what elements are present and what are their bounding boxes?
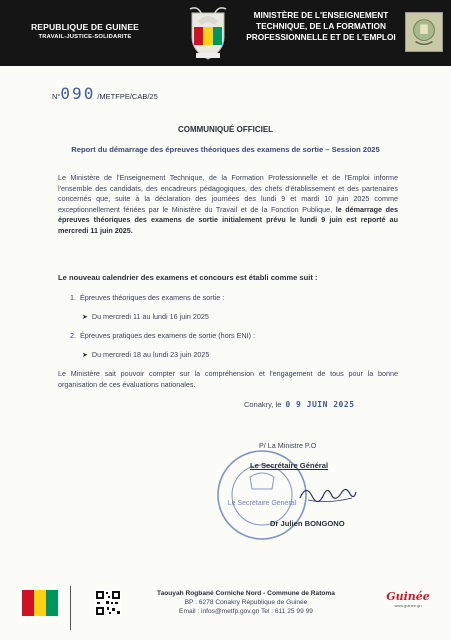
place: Conakry, le <box>244 400 282 409</box>
signatory-mention: P/ La Ministre P.O <box>259 441 317 450</box>
calendar-heading: Le nouveau calendrier des examens et concours est établi comme suit : <box>58 273 318 282</box>
qr-code-icon <box>95 590 121 616</box>
flag-green-band <box>46 590 58 616</box>
calendar-item-2-dates <box>82 350 209 359</box>
reference-number <box>52 84 158 103</box>
calendar-item-index: 2. <box>70 331 76 340</box>
document-subtitle: Report du démarrage des épreuves théoriques des examens de sortie – Session 2025 <box>71 145 380 154</box>
reference-stamp-number: 090 <box>60 84 96 103</box>
arrow-right-icon: ➤ <box>82 314 88 321</box>
date-stamp: 0 9 JUIN 2025 <box>285 400 355 409</box>
guinee-brand-logo <box>380 590 436 616</box>
reference-prefix: N° <box>52 92 61 101</box>
calendar-item-label: Épreuves pratiques des examens de sortie (hors ENI) : <box>80 331 255 340</box>
ministry-line-1: MINISTÈRE DE L'ENSEIGNEMENT <box>253 10 389 20</box>
footer-contact: Email : infos@metfp.gov.gn Tel : 611 25 99 99 <box>179 608 313 616</box>
signatory-name: Dr Julien BONGONO <box>270 519 345 528</box>
arrow-right-icon: ➤ <box>82 352 88 359</box>
guinee-brand-url: www.guinee.gn <box>394 603 422 608</box>
announcement-highlight: le démarrage des épreuves théoriques des examens de sortie initialement prévu le lundi 9 juin est reporté au mercredi 11 juin 2025. <box>58 204 398 235</box>
handwritten-signature <box>298 478 358 506</box>
ministry-line-2: TECHNIQUE, DE LA FORMATION <box>256 21 386 31</box>
place-and-date <box>244 400 355 409</box>
calendar-item-1-dates <box>82 312 209 321</box>
document-title: COMMUNIQUÉ OFFICIEL <box>177 125 274 134</box>
calendar-dates: Du mercredi 11 au lundi 16 juin 2025 <box>91 312 209 321</box>
calendar-dates: Du mercredi 18 au lundi 23 juin 2025 <box>91 350 210 359</box>
seal-label: Le Secrétaire Général <box>227 500 297 507</box>
ministry-logo-icon <box>406 13 442 51</box>
guinee-brand-text: Guinée <box>386 590 430 603</box>
reference-suffix: /METFPE/CAB/25 <box>97 92 158 101</box>
footer-address <box>130 589 362 617</box>
footer-divider <box>70 586 71 630</box>
calendar-item-index: 1. <box>70 293 76 302</box>
letterhead <box>0 0 451 66</box>
guinea-coat-of-arms-icon <box>184 3 232 63</box>
signatory-title: Le Secrétaire Général <box>250 461 329 470</box>
republic-name: REPUBLIQUE DE GUINEE <box>30 22 139 32</box>
ministry-logo <box>405 12 443 52</box>
calendar-item-label: Épreuves théoriques des examens de sortie : <box>80 293 225 302</box>
flag-yellow-band <box>34 590 46 616</box>
flag-red-band <box>22 590 34 616</box>
closing-paragraph: Le Ministère sait pouvoir compter sur la compréhension et l'engagement de tous pour la bonne organisation de ces évaluations nationales. <box>58 369 398 389</box>
guinea-flag-icon <box>22 590 58 616</box>
announcement-paragraph <box>58 173 398 237</box>
ministry-name <box>246 10 396 43</box>
national-motto: TRAVAIL-JUSTICE-SOLIDARITE <box>38 34 132 40</box>
calendar-item-2 <box>70 331 255 340</box>
footer-address-line: Taouyah Rogbané Corniche Nord - Commune de Ratoma <box>157 590 335 597</box>
announcement-text: Le Ministère de l'Enseignement Technique, de la Formation Professionnelle et de l'Emploi informe l'ensemble des candidats, des encadreurs pédagogiques, des chefs d'établissement et des partenaires concernés que, suite à la déclaration des journées des lundi 9 et mardi 10 juin 2025 comme exceptionnellement fériées par le Ministère du Travail et de la Fonction Publique, <box>58 173 398 214</box>
ministry-line-3: PROFESSIONNELLE ET DE L'EMPLOI <box>246 32 396 42</box>
footer-po-box: BP : 6278 Conakry République de Guinée <box>184 599 308 607</box>
republic-block <box>10 22 160 40</box>
calendar-item-1 <box>70 293 224 302</box>
